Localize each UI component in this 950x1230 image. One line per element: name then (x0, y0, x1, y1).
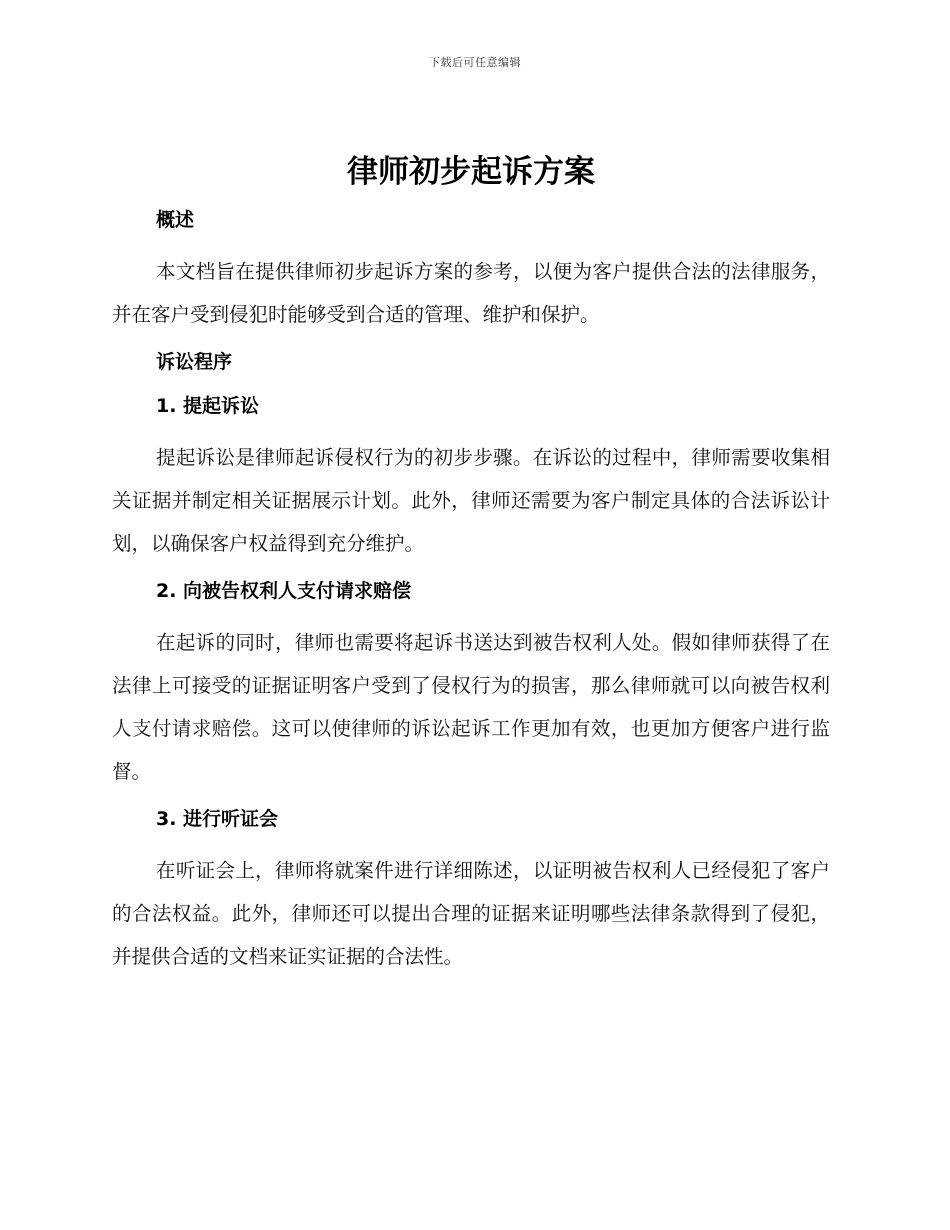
procedure-heading: 诉讼程序 (156, 351, 233, 373)
section-2-paragraph: 在起诉的同时，律师也需要将起诉书送达到被告权利人处。假如律师获得了在法律上可接受的证据证明客户受到了侵权行为的损害，那么律师就可以向被告权利人支付请求赔偿。这可以使律师的诉讼起诉工作更加有效，也更加方便客户进行监督。 (112, 631, 830, 783)
section-3-heading: 3. 进行听证会 (156, 808, 279, 830)
overview-heading: 概述 (156, 209, 195, 231)
section-3-paragraph: 在听证会上，律师将就案件进行详细陈述，以证明被告权利人已经侵犯了客户的合法权益。此外，律师还可以提出合理的证据来证明哪些法律条款得到了侵犯，并提供合适的文档来证实证据的合法性。 (112, 859, 830, 968)
document-body (112, 146, 830, 978)
section-1-heading: 1. 提起诉讼 (156, 395, 260, 417)
header-note: 下载后可任意编辑 (429, 56, 521, 69)
section-1-paragraph: 提起诉讼是律师起诉侵权行为的初步步骤。在诉讼的过程中，律师需要收集相关证据并制定相关证据展示计划。此外，律师还需要为客户制定具体的合法诉讼计划，以确保客户权益得到充分维护。 (112, 446, 830, 555)
overview-paragraph: 本文档旨在提供律师初步起诉方案的参考，以便为客户提供合法的法律服务，并在客户受到侵犯时能够受到合适的管理、维护和保护。 (112, 260, 830, 326)
section-2-heading: 2. 向被告权利人支付请求赔偿 (156, 580, 412, 602)
document-title: 律师初步起诉方案 (347, 154, 595, 190)
